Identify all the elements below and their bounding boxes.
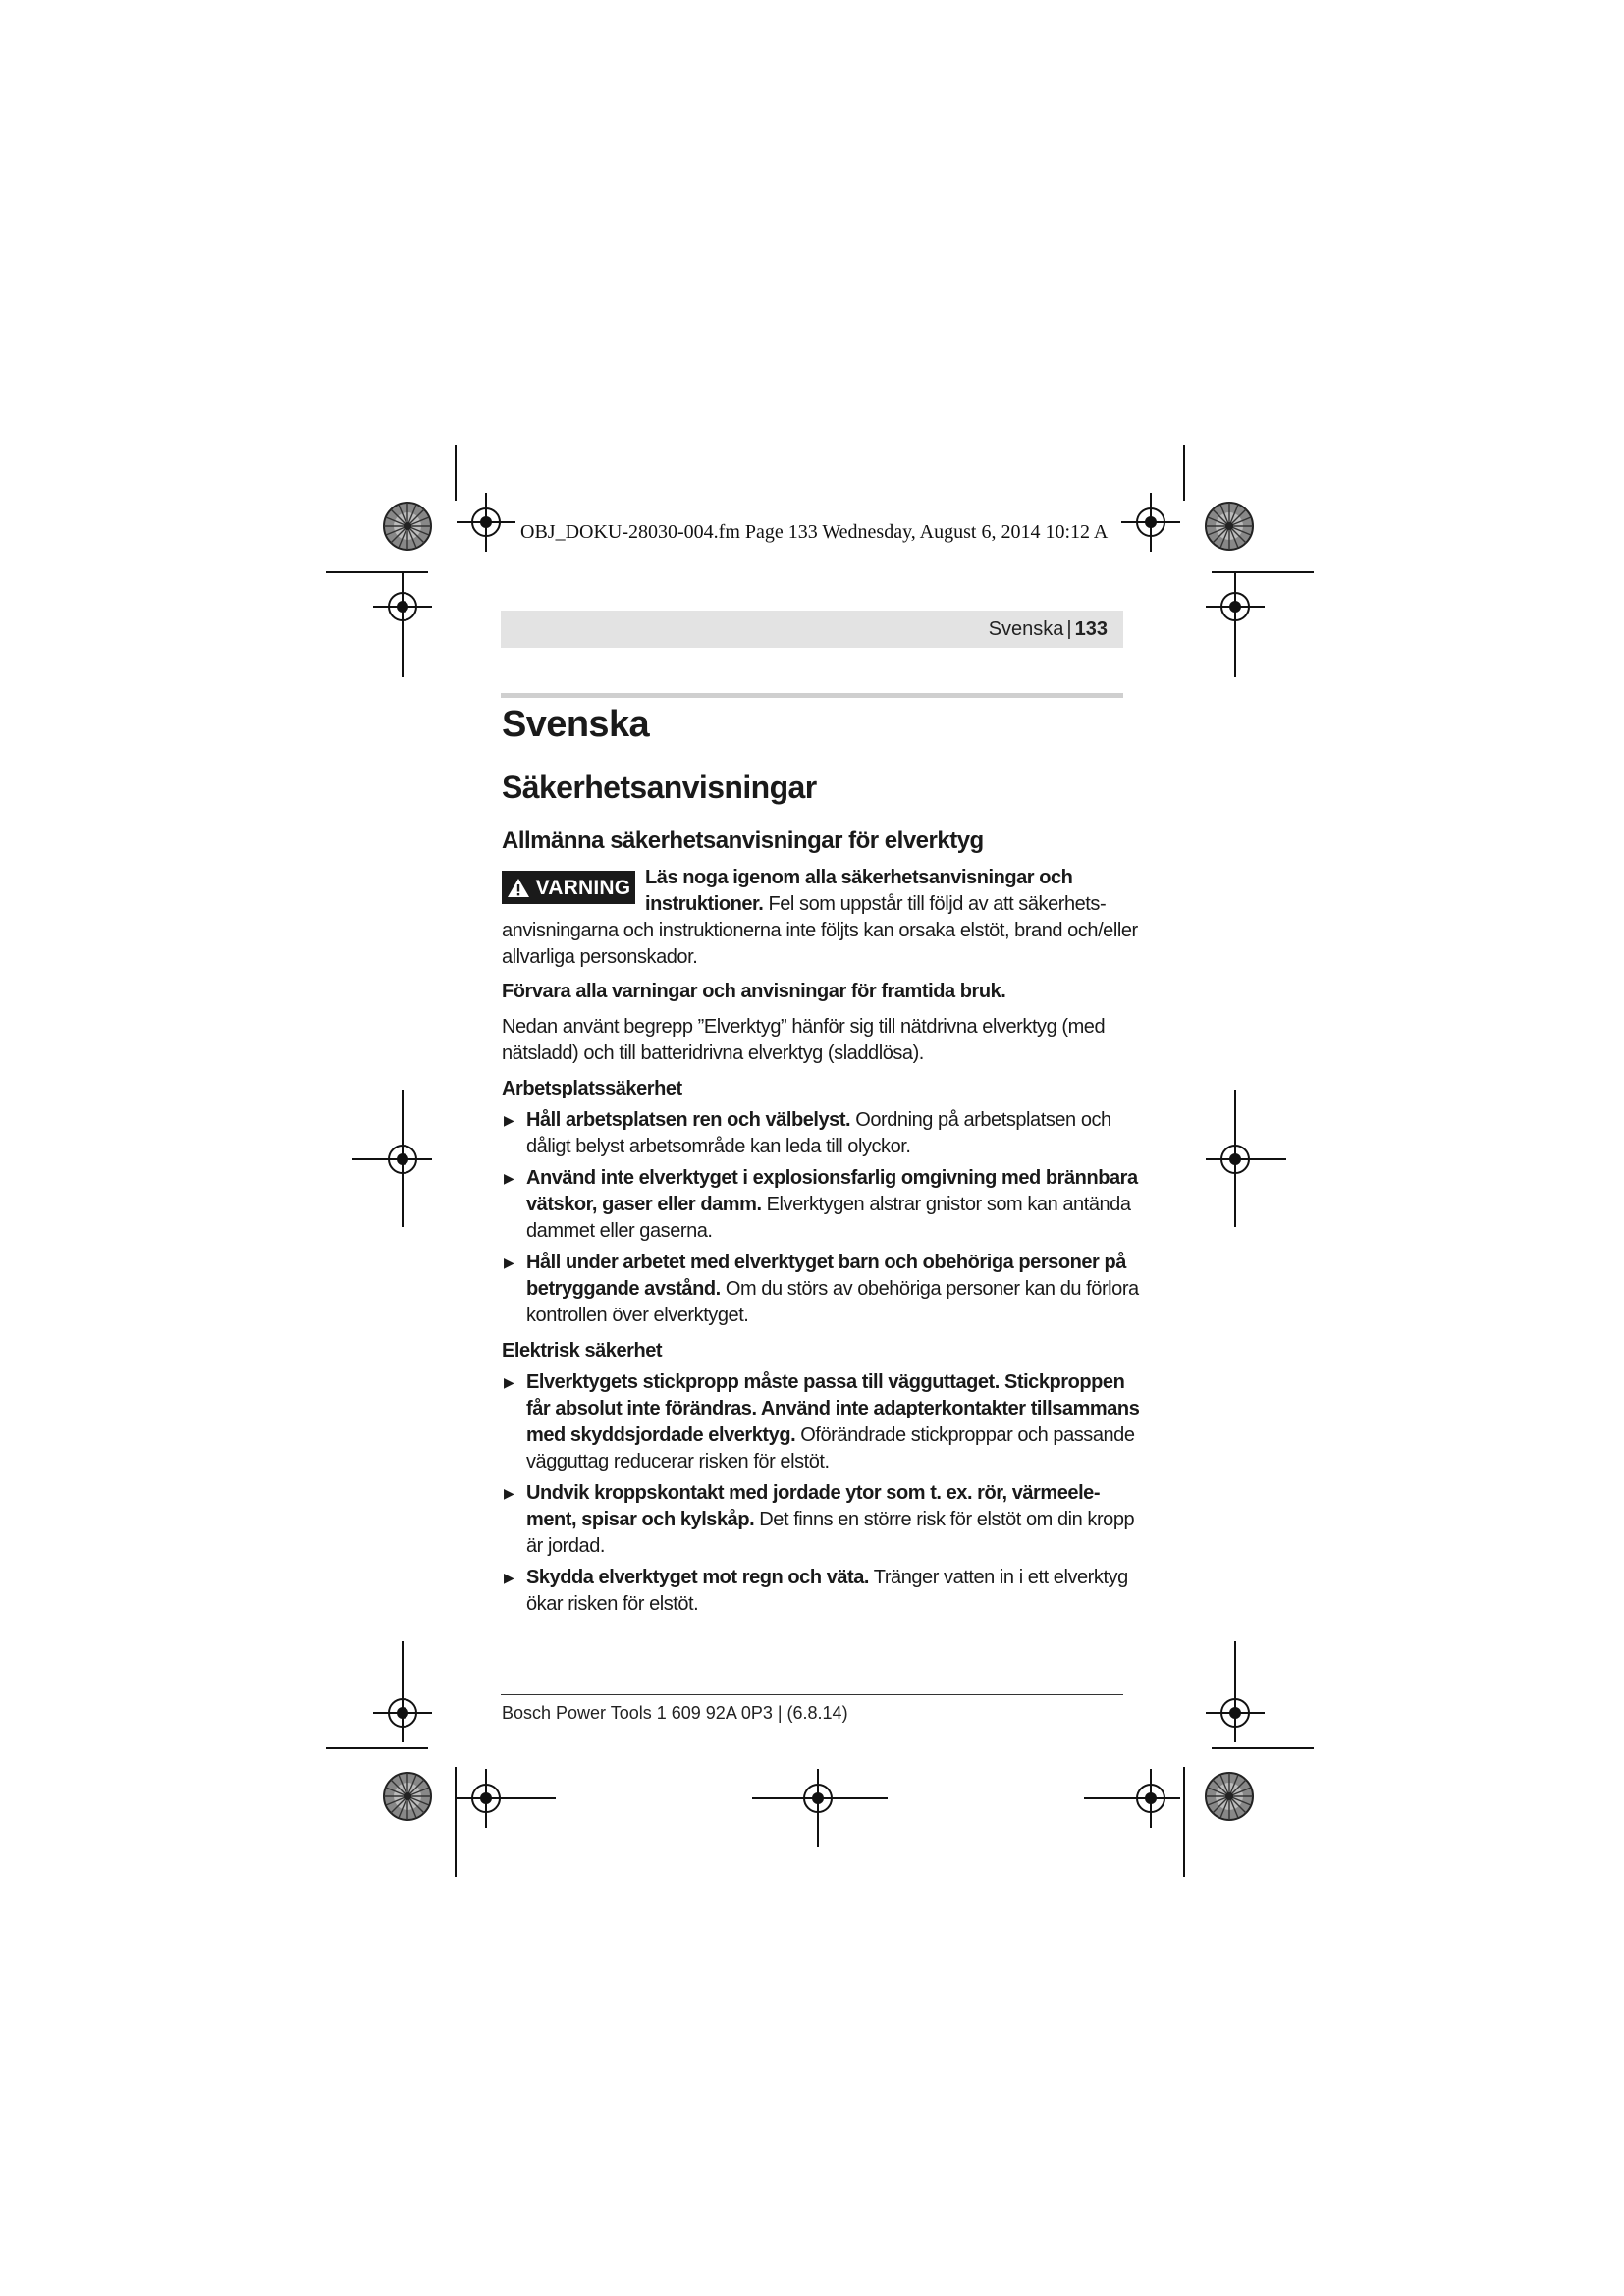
bullet-triangle-icon: ▶ [504,1112,514,1128]
item-bold-text: Skydda elverktyget mot regn och väta. [526,1567,870,1588]
item-body-text: Tränger vatten in i ett elverktyg ökar risken för elstöt. [526,1567,1128,1615]
bullet-triangle-icon: ▶ [504,1255,514,1270]
item-body-text: Elverktygen alstrar gnistor som kan antända dammet eller gaserna. [526,1194,1131,1242]
item-body-text: Oordning på arbetsplatsen och dåligt belyst arbetsområde kan leda till olyckor. [526,1109,1111,1157]
item-bold-text: Håll arbetsplatsen ren och välbelyst. [526,1109,851,1131]
electrical-list [502,1369,1142,1618]
page-title: Svenska [502,704,650,745]
list-item [502,1565,1142,1618]
bullet-triangle-icon: ▶ [504,1170,514,1186]
list-item [502,1165,1142,1245]
main-content [502,687,1142,1618]
rosette-top-left [384,503,431,550]
header-language: Svenska [988,618,1064,640]
bullet-triangle-icon: ▶ [504,1374,514,1390]
warning-triangle-icon [507,878,530,898]
list-item [502,1250,1142,1329]
item-bold-text: Håll under arbetet med elverktyget barn och obehöriga personer på betryggande avstånd. [526,1252,1126,1300]
item-bold-text: Använd inte elverktyget i explosionsfarlig omgivning med brännbara vätskor, gaser eller damm. [526,1167,1138,1215]
list-item [502,1480,1142,1560]
item-body-text: Om du störs av obehöriga personer kan du förlora kontrollen över elverktyget. [526,1278,1139,1326]
section-title: Säkerhetsanvisningar [502,770,817,805]
page-header-band [501,611,1123,648]
item-body-text: Det finns en större risk för elstöt om din kropp är jordad. [526,1509,1135,1557]
warning-body-text: Fel som uppstår till följd av att säkerhetsanvisningarna och instruktionerna inte följts kan orsaka elstöt, brand och/eller allvarliga personskador. [502,893,1138,968]
warning-badge-label: VARNING [535,876,631,899]
list-item [502,1107,1142,1160]
page-footer: Bosch Power Tools 1 609 92A 0P3 | (6.8.14) [502,1703,848,1723]
page-header [989,611,1108,648]
keep-notice: Förvara alla varningar och anvisningar för framtida bruk. [502,981,1006,1002]
page-number: 133 [1074,618,1108,640]
item-bold-text: Elverktygets stickpropp måste passa till vägguttaget. Stickproppen får absolut inte förändras. Använd inte adapterkontakter tillsammans med skyddsjordade elverktyg. [526,1371,1140,1446]
workplace-list [502,1107,1142,1329]
footer-rule [501,1694,1123,1695]
rosette-bottom-left [384,1773,431,1820]
bullet-triangle-icon: ▶ [504,1485,514,1501]
electrical-heading: Elektrisk säkerhet [502,1340,663,1362]
subsection-title: Allmänna säkerhetsanvisningar för elverktyg [502,828,984,854]
definition-text: Nedan använt begrepp ”Elverktyg” hänför sig till nätdrivna elverktyg (med nätsladd) och till batteridrivna elverktyg (sladdlösa). [502,1016,1106,1064]
rosette-bottom-right [1206,1773,1253,1820]
file-info-line: OBJ_DOKU-28030-004.fm Page 133 Wednesday, August 6, 2014 10:12 A [520,521,1109,543]
header-separator: | [1066,618,1072,640]
warning-bold-text: Läs noga igenom alla säkerhetsanvisningar och instruktioner. [645,867,1073,915]
warning-badge [502,871,635,904]
list-item [502,1369,1142,1475]
workplace-heading: Arbetsplatssäkerhet [502,1078,682,1099]
item-body-text: Oförändrade stickproppar och passande vägguttag reducerar risken för elstöt. [526,1424,1135,1472]
rosette-top-right [1206,503,1253,550]
bullet-triangle-icon: ▶ [504,1570,514,1585]
warning-block [502,865,1142,971]
item-bold-text: Undvik kroppskontakt med jordade ytor som t. ex. rör, värmeelement, spisar och kylskåp. [526,1482,1101,1530]
